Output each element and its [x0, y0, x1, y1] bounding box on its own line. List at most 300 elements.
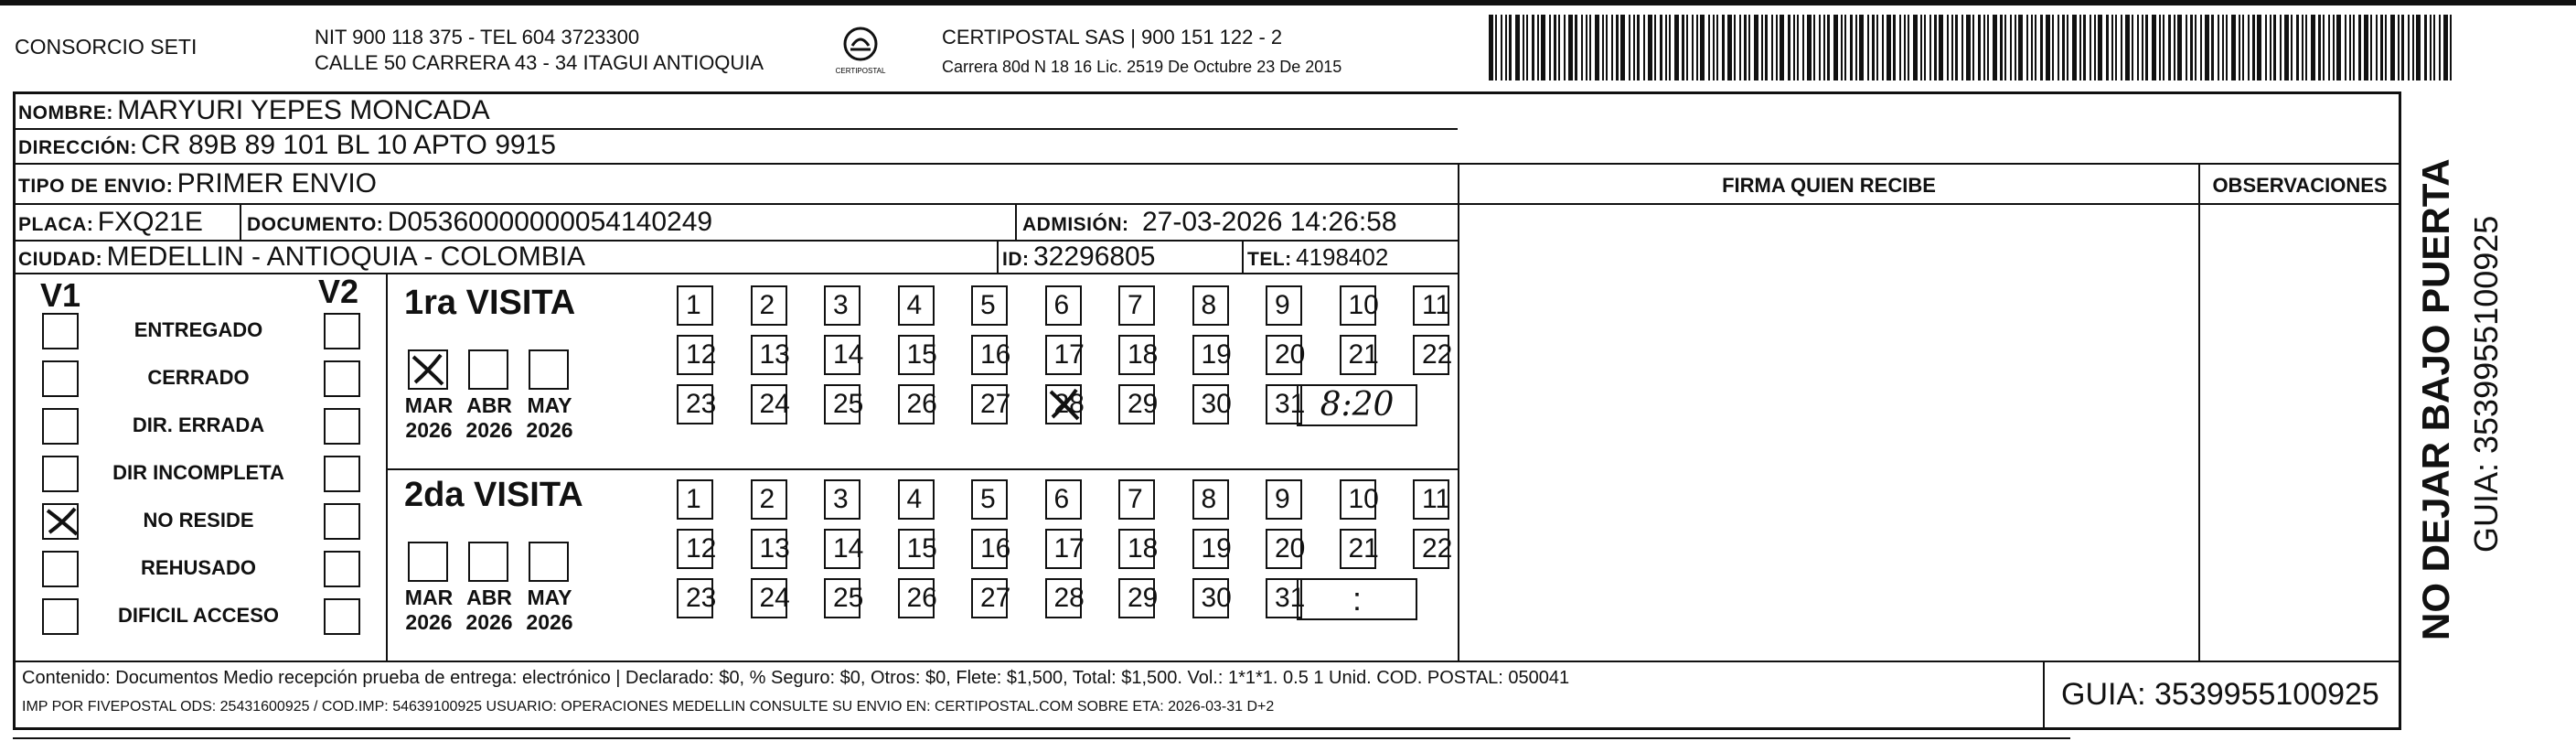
barcode-bar: [2430, 15, 2432, 81]
barcode-bar: [2291, 15, 2293, 81]
visita1-day-box[interactable]: 30: [1192, 384, 1229, 424]
footer-guia: GUIA: 3539955100925: [2061, 677, 2379, 712]
id-cell: [1002, 242, 1155, 277]
barcode-bar: [2265, 15, 2267, 81]
barcode-bar: [2318, 15, 2321, 81]
visita1-day-box[interactable]: 1: [677, 285, 713, 326]
barcode-bar: [1495, 15, 1497, 81]
visita1-month-label: [397, 393, 461, 443]
ciudad-label: CIUDAD:: [18, 249, 103, 270]
visita2-month-label: [457, 585, 521, 635]
barcode-bar: [1586, 15, 1587, 81]
tel-value: 4198402: [1296, 243, 1389, 271]
visita1-day-box[interactable]: 13: [751, 335, 787, 375]
barcode-bar: [1532, 15, 1534, 81]
barcode-bar: [1827, 15, 1830, 81]
v1-header: V1: [40, 276, 81, 314]
certipostal-logo: [830, 26, 891, 84]
barcode-bar: [2067, 15, 2068, 81]
visita2-day-box[interactable]: 3: [824, 479, 860, 520]
admision-label: ADMISIÓN:: [1022, 214, 1129, 235]
barcode-bar: [1920, 15, 1922, 81]
visita2-day-box[interactable]: 19: [1192, 529, 1229, 569]
tipo-envio-label: TIPO DE ENVIO:: [18, 176, 174, 197]
barcode-bar: [2311, 15, 2315, 81]
barcode-bar: [1793, 15, 1795, 81]
visita2-month-checkbox[interactable]: [468, 542, 508, 582]
visita2-day-box[interactable]: 11: [1413, 479, 1449, 520]
tipo-envio-value: PRIMER ENVIO: [176, 168, 378, 199]
admision-cell: [1022, 207, 1397, 242]
nombre-value: MARYURI YEPES MONCADA: [117, 95, 490, 125]
barcode-bar: [2412, 15, 2414, 81]
direccion-row: [18, 130, 556, 166]
visita1-day-box[interactable]: 19: [1192, 335, 1229, 375]
barcode: [1489, 15, 2458, 81]
visita2-time-box[interactable]: :: [1297, 578, 1417, 620]
visita1-day-box[interactable]: 23: [677, 384, 713, 424]
visita1-day-box[interactable]: 22: [1413, 335, 1449, 375]
status-label: ENTREGADO: [134, 318, 263, 341]
barcode-bar: [1876, 15, 1878, 81]
barcode-bar: [1744, 15, 1747, 81]
visita1-day-box[interactable]: 15: [898, 335, 935, 375]
visita1-month-label: [518, 393, 582, 443]
visita1-day-box[interactable]: 10: [1340, 285, 1376, 326]
visita1-day-box[interactable]: 16: [971, 335, 1008, 375]
barcode-bar: [1934, 15, 1937, 81]
visita2-day-box[interactable]: 31: [1266, 578, 1302, 618]
barcode-bar: [2094, 15, 2096, 81]
barcode-bar: [1554, 15, 1556, 81]
month-name: ABR: [466, 585, 512, 609]
visita1-day-box[interactable]: 31: [1266, 384, 1302, 424]
visita1-day-box[interactable]: 27: [971, 384, 1008, 424]
barcode-bar: [1776, 15, 1778, 81]
barcode-bar: [1844, 15, 1846, 81]
tel-cell: [1247, 242, 1388, 277]
visita2-day-box[interactable]: 14: [824, 529, 860, 569]
barcode-bar: [1648, 15, 1652, 81]
visita1-month-checkbox[interactable]: [529, 349, 569, 390]
placa-value: FXQ21E: [97, 207, 203, 237]
barcode-bar: [1780, 15, 1784, 81]
visita1-month-checkbox[interactable]: [468, 349, 508, 390]
visita2-day-box[interactable]: 8: [1192, 479, 1229, 520]
barcode-bar: [2248, 15, 2250, 81]
barcode-bar: [1523, 15, 1524, 81]
footer-contenido: Contenido: Documentos Medio recepción prueba de entrega: electrónico | Declarado: $0, % Seguro: $0, Otros: $0, Flete: $1,500, Total: $1,500. Vol.: 1*1*1. 0.5 1 Unid. COD. POSTAL: 050041: [22, 668, 1570, 688]
documento-value: D05360000000054140249: [387, 207, 713, 237]
visita2-day-box[interactable]: 1: [677, 479, 713, 520]
visita2-month-label: [397, 585, 461, 635]
v2-checkbox[interactable]: [324, 551, 360, 587]
tipo-envio-row: [18, 168, 377, 204]
barcode-bar: [2439, 15, 2441, 81]
barcode-bar: [2174, 15, 2175, 81]
barcode-bar: [2222, 15, 2224, 81]
barcode-bar: [2152, 15, 2156, 81]
visita2-day-box[interactable]: 16: [971, 529, 1008, 569]
barcode-bar: [1978, 15, 1981, 81]
barcode-bar: [2132, 15, 2133, 81]
tel-label: TEL:: [1247, 249, 1292, 270]
barcode-bar: [1629, 15, 1630, 81]
barcode-bar: [1899, 15, 1901, 81]
visita1-day-check-mark: [1047, 386, 1082, 423]
barcode-bar: [1526, 15, 1528, 81]
month-name: MAR: [404, 585, 454, 609]
barcode-bar: [1797, 15, 1799, 81]
visita1-day-box[interactable]: 8: [1192, 285, 1229, 326]
barcode-bar: [1807, 15, 1812, 81]
direccion-value: CR 89B 89 101 BL 10 APTO 9915: [141, 130, 556, 160]
barcode-bar: [1682, 15, 1684, 81]
barcode-bar: [2284, 15, 2289, 81]
barcode-bar: [2433, 15, 2435, 81]
barcode-bar: [1924, 15, 1926, 81]
barcode-bar: [1813, 15, 1815, 81]
barcode-bar: [1823, 15, 1825, 81]
visita1-day-box[interactable]: 26: [898, 384, 935, 424]
status-label: DIR INCOMPLETA: [112, 461, 284, 484]
barcode-bar: [2200, 15, 2202, 81]
barcode-bar: [2345, 15, 2346, 81]
top-border: [0, 0, 2576, 5]
visita1-day-box[interactable]: 14: [824, 335, 860, 375]
barcode-bar: [1509, 15, 1512, 81]
v2-checkbox[interactable]: [324, 360, 360, 397]
visita1-title: 1ra VISITA: [404, 284, 576, 322]
barcode-bar: [1558, 15, 1560, 81]
barcode-bar: [1595, 15, 1599, 81]
barcode-bar: [2062, 15, 2065, 81]
visita2-day-box[interactable]: 26: [898, 578, 935, 618]
side-guia: GUIA: 3539955100925: [2467, 215, 2505, 553]
barcode-bar: [1654, 15, 1656, 81]
barcode-bar: [2058, 15, 2059, 81]
barcode-bar: [1929, 15, 1931, 81]
barcode-bar: [1850, 15, 1853, 81]
logo-wordmark: CERTIPOSTAL: [835, 67, 886, 75]
barcode-bar: [2226, 15, 2228, 81]
barcode-bar: [2186, 15, 2187, 81]
barcode-bar: [1696, 15, 1698, 81]
barcode-bar: [1616, 15, 1619, 81]
barcode-bar: [1643, 15, 1645, 81]
barcode-bar: [2040, 15, 2043, 81]
visita2-day-box[interactable]: 29: [1118, 578, 1155, 618]
visita2-day-box[interactable]: 30: [1192, 578, 1229, 618]
v1-checkbox[interactable]: [42, 456, 79, 492]
barcode-bar: [1581, 15, 1583, 81]
visita2-day-box[interactable]: 2: [751, 479, 787, 520]
barcode-bar: [2211, 15, 2214, 81]
side-warning: NO DEJAR BAJO PUERTA: [2414, 158, 2457, 640]
barcode-bar: [1489, 15, 1493, 81]
barcode-bar: [1802, 15, 1804, 81]
visita1-day-box[interactable]: 29: [1118, 384, 1155, 424]
visita2-day-box[interactable]: 27: [971, 578, 1008, 618]
visita2-day-box[interactable]: 23: [677, 578, 713, 618]
barcode-bar: [2090, 15, 2091, 81]
visita1-day-box[interactable]: 5: [971, 285, 1008, 326]
barcode-bar: [1564, 15, 1566, 81]
barcode-bar: [2401, 15, 2404, 81]
barcode-bar: [2257, 15, 2261, 81]
barcode-bar: [1708, 15, 1710, 81]
ciudad-cell: [18, 242, 585, 277]
month-name: MAY: [527, 393, 572, 417]
barcode-bar: [2121, 15, 2122, 81]
barcode-bar: [2302, 15, 2303, 81]
barcode-bar: [1966, 15, 1971, 81]
v2-checkbox[interactable]: [324, 598, 360, 635]
status-label: REHUSADO: [141, 556, 256, 579]
visita2-day-box[interactable]: 9: [1266, 479, 1302, 520]
visita1-day-box[interactable]: 20: [1266, 335, 1302, 375]
barcode-bar: [1713, 15, 1715, 81]
barcode-bar: [1855, 15, 1857, 81]
barcode-bar: [1660, 15, 1662, 81]
barcode-bar: [1602, 15, 1604, 81]
admision-value: 27-03-2026 14:26:58: [1141, 207, 1397, 237]
barcode-bar: [1833, 15, 1838, 81]
visita1-day-box[interactable]: 4: [898, 285, 935, 326]
barcode-bar: [2035, 15, 2036, 81]
placa-label: PLACA:: [18, 214, 94, 235]
status-label: CERRADO: [147, 366, 250, 389]
barcode-bar: [1955, 15, 1958, 81]
visita1-day-box[interactable]: 6: [1045, 285, 1082, 326]
visita2-month-checkbox[interactable]: [408, 542, 448, 582]
visita1-day-box[interactable]: 3: [824, 285, 860, 326]
barcode-bar: [1515, 15, 1520, 81]
month-year: 2026: [405, 610, 453, 634]
barcode-bar: [1819, 15, 1821, 81]
direccion-label: DIRECCIÓN:: [18, 137, 137, 158]
barcode-bar: [1589, 15, 1591, 81]
barcode-bar: [2296, 15, 2299, 81]
barcode-bar: [1606, 15, 1608, 81]
barcode-bar: [2111, 15, 2113, 81]
visita2-title: 2da VISITA: [404, 476, 583, 514]
barcode-bar: [2205, 15, 2209, 81]
barcode-bar: [1505, 15, 1507, 81]
barcode-bar: [2353, 15, 2355, 81]
address-line: CALLE 50 CARRERA 43 - 34 ITAGUI ANTIOQUIA: [315, 51, 764, 74]
visita2-month-checkbox[interactable]: [529, 542, 569, 582]
barcode-bar: [1665, 15, 1667, 81]
visita2-day-box[interactable]: 24: [751, 578, 787, 618]
barcode-bar: [2190, 15, 2193, 81]
barcode-bar: [2159, 15, 2161, 81]
documento-label: DOCUMENTO:: [247, 214, 384, 235]
barcode-bar: [1841, 15, 1843, 81]
visita2-day-box[interactable]: 10: [1340, 479, 1376, 520]
visita2-day-box[interactable]: 22: [1413, 529, 1449, 569]
v1-checkbox[interactable]: [42, 598, 79, 635]
visita1-day-box[interactable]: 24: [751, 384, 787, 424]
carrier-line: CERTIPOSTAL SAS | 900 151 122 - 2: [942, 26, 1283, 48]
visita1-day-box[interactable]: 2: [751, 285, 787, 326]
v1-checkbox[interactable]: [42, 551, 79, 587]
barcode-bar: [2333, 15, 2335, 81]
barcode-bar: [2242, 15, 2244, 81]
status-label: DIR. ERRADA: [132, 414, 265, 436]
visita1-day-box[interactable]: 11: [1413, 285, 1449, 326]
visita1-day-box[interactable]: 12: [677, 335, 713, 375]
v2-checkbox[interactable]: [324, 408, 360, 445]
v1-checkbox[interactable]: [42, 313, 79, 349]
barcode-bar: [2349, 15, 2351, 81]
month-name: MAR: [404, 393, 454, 417]
barcode-bar: [2079, 15, 2081, 81]
barcode-bar: [1972, 15, 1974, 81]
barcode-bar: [1887, 15, 1891, 81]
barcode-bar: [2177, 15, 2182, 81]
barcode-bar: [1993, 15, 1997, 81]
barcode-bar: [1620, 15, 1625, 81]
barcode-bar: [2106, 15, 2109, 81]
month-name: MAY: [527, 585, 572, 609]
barcode-bar: [2323, 15, 2325, 81]
barcode-bar: [1549, 15, 1551, 81]
barcode-bar: [2010, 15, 2012, 81]
barcode-bar: [1692, 15, 1694, 81]
barcode-bar: [2018, 15, 2023, 81]
barcode-bar: [2004, 15, 2006, 81]
barcode-bar: [1739, 15, 1741, 81]
barcode-bar: [1669, 15, 1671, 81]
v1-checkbox[interactable]: [42, 360, 79, 397]
barcode-bar: [2443, 15, 2448, 81]
visita1-day-box[interactable]: 21: [1340, 335, 1376, 375]
barcode-bar: [1939, 15, 1943, 81]
barcode-bar: [1765, 15, 1768, 81]
v2-checkbox[interactable]: [324, 313, 360, 349]
v2-header: V2: [318, 273, 359, 310]
barcode-bar: [2072, 15, 2077, 81]
barcode-bar: [2398, 15, 2400, 81]
visita2-day-box[interactable]: 21: [1340, 529, 1376, 569]
visita1-day-box[interactable]: 28: [1045, 384, 1082, 424]
barcode-bar: [1748, 15, 1750, 81]
barcode-bar: [2137, 15, 2139, 81]
barcode-bar: [1637, 15, 1640, 81]
barcode-bar: [2231, 15, 2236, 81]
barcode-bar: [2142, 15, 2143, 81]
barcode-bar: [2380, 15, 2383, 81]
barcode-bar: [1961, 15, 1963, 81]
barcode-bar: [2273, 15, 2276, 81]
barcode-bar: [1633, 15, 1635, 81]
barcode-bar: [1947, 15, 1949, 81]
v1-checkbox[interactable]: [42, 408, 79, 445]
barcode-bar: [1867, 15, 1869, 81]
barcode-bar: [1893, 15, 1896, 81]
barcode-bar: [2328, 15, 2330, 81]
v2-checkbox[interactable]: [324, 456, 360, 492]
visita2-day-box[interactable]: 13: [751, 529, 787, 569]
visita2-day-box[interactable]: 15: [898, 529, 935, 569]
barcode-bar: [2083, 15, 2086, 81]
visita2-day-box[interactable]: 7: [1118, 479, 1155, 520]
barcode-bar: [2252, 15, 2255, 81]
visita2-day-box[interactable]: 4: [898, 479, 935, 520]
visita2-day-box[interactable]: 18: [1118, 529, 1155, 569]
barcode-bar: [1904, 15, 1906, 81]
barcode-bar: [2270, 15, 2271, 81]
barcode-bar: [2385, 15, 2387, 81]
barcode-bar: [1568, 15, 1573, 81]
barcode-bar: [1611, 15, 1613, 81]
barcode-bar: [2098, 15, 2102, 81]
footer-imp: IMP POR FIVEPOSTAL ODS: 25431600925 / COD.IMP: 54639100925 USUARIO: OPERACIONES MEDELLIN CONSULTE SU ENVIO EN: CERTIPOSTAL.COM SOBRE ETA: 2026-03-31 D+2: [22, 699, 1275, 714]
barcode-bar: [2125, 15, 2130, 81]
month-year: 2026: [526, 418, 573, 442]
barcode-bar: [1501, 15, 1502, 81]
barcode-bar: [1722, 15, 1725, 81]
month-year: 2026: [465, 418, 513, 442]
id-label: ID:: [1002, 249, 1030, 270]
visita2-day-box[interactable]: 6: [1045, 479, 1082, 520]
visita2-day-box[interactable]: 20: [1266, 529, 1302, 569]
visita2-day-box[interactable]: 28: [1045, 578, 1082, 618]
barcode-bar: [2305, 15, 2307, 81]
firma-header: FIRMA QUIEN RECIBE: [1722, 174, 1936, 197]
barcode-bar: [2424, 15, 2427, 81]
month-name: ABR: [466, 393, 512, 417]
barcode-bar: [1727, 15, 1732, 81]
barcode-bar: [2280, 15, 2282, 81]
barcode-bar: [1537, 15, 1539, 81]
barcode-bar: [1951, 15, 1953, 81]
visita2-day-box[interactable]: 5: [971, 479, 1008, 520]
barcode-bar: [1788, 15, 1790, 81]
visita2-day-box[interactable]: 12: [677, 529, 713, 569]
visita2-day-box[interactable]: 25: [824, 578, 860, 618]
visita1-day-box[interactable]: 25: [824, 384, 860, 424]
barcode-bar: [1541, 15, 1545, 81]
barcode-bar: [1674, 15, 1679, 81]
status-label: DIFICIL ACCESO: [117, 604, 279, 627]
visita1-month-label: [457, 393, 521, 443]
visita2-month-label: [518, 585, 582, 635]
barcode-bar: [2416, 15, 2421, 81]
barcode-bar: [2052, 15, 2054, 81]
barcode-bar: [2015, 15, 2016, 81]
placa-cell: [18, 207, 203, 242]
barcode-bar: [2046, 15, 2050, 81]
barcode-bar: [1872, 15, 1875, 81]
barcode-bar: [1754, 15, 1758, 81]
visita1-day-box[interactable]: 7: [1118, 285, 1155, 326]
barcode-bar: [1575, 15, 1577, 81]
visita1-time-box[interactable]: 8:20: [1297, 384, 1417, 426]
barcode-bar: [2195, 15, 2197, 81]
company-name: CONSORCIO SETI: [15, 35, 198, 59]
id-value: 32296805: [1032, 242, 1156, 272]
visita2-day-box[interactable]: 17: [1045, 529, 1082, 569]
visita1-day-box[interactable]: 17: [1045, 335, 1082, 375]
v2-checkbox[interactable]: [324, 503, 360, 540]
visita1-day-box[interactable]: 18: [1118, 335, 1155, 375]
visita1-day-box[interactable]: 9: [1266, 285, 1302, 326]
barcode-bar: [2145, 15, 2148, 81]
barcode-bar: [1882, 15, 1884, 81]
barcode-bar: [2239, 15, 2240, 81]
